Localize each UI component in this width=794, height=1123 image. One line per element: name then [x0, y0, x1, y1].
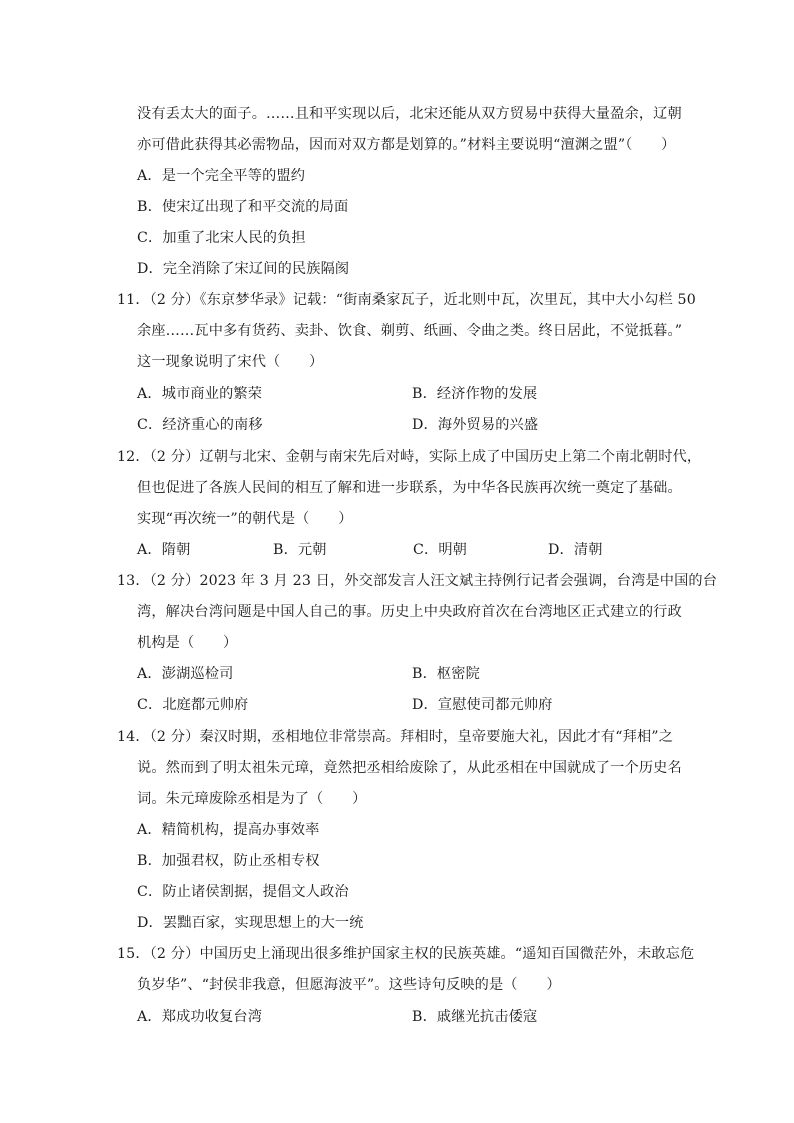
q13-stem-line: 湾，解决台湾问题是中国人自己的事。历史上中央政府首次在台湾地区正式建立的行政	[137, 604, 682, 620]
q13-option-d[interactable]: D．宣慰使司都元帅府	[412, 697, 553, 713]
q14-stem-line: 14．（2 分）秦汉时期，丞相地位非常崇高。拜相时，皇帝要施大礼，因此才有“拜相”之	[117, 729, 674, 745]
q14-option-c[interactable]: C．防止诸侯割据，提倡文人政治	[137, 884, 349, 900]
q13-stem-line: 13．（2 分）2023 年 3 月 23 日，外交部发言人汪文斌主持例行记者会强调，台湾是中国的台	[117, 573, 718, 589]
q15-option-b[interactable]: B．戚继光抗击倭寇	[412, 1009, 538, 1025]
q10-option-c[interactable]: C．加重了北宋人民的负担	[137, 230, 306, 246]
q13-stem-line: 机构是（ ）	[137, 635, 238, 651]
q10-option-b[interactable]: B．使宋辽出现了和平交流的局面	[137, 199, 349, 215]
q12-option-d[interactable]: D．清朝	[548, 542, 603, 558]
q12-option-a[interactable]: A．隋朝	[137, 542, 191, 558]
q13-option-a[interactable]: A．澎湖巡检司	[137, 666, 234, 682]
q14-stem-line: 词。朱元璋废除丞相是为了（ ）	[137, 791, 367, 807]
q15-stem-line: 负岁华”、“封侯非我意，但愿海波平”。这些诗句反映的是（ ）	[137, 977, 561, 993]
q12-stem-line: 但也促进了各族人民间的相互了解和进一步联系，为中华各民族再次统一奠定了基础。	[137, 480, 682, 496]
q11-stem-line: 余座……瓦中多有货药、卖卦、饮食、剃剪、纸画、令曲之类。终日居此，不觉抵暮。”	[137, 323, 683, 339]
q11-stem-line: 11．（2 分）《东京梦华录》记载：“街南桑家瓦子，近北则中瓦，次里瓦，其中大小勾栏 50	[117, 292, 696, 308]
q11-option-b[interactable]: B．经济作物的发展	[412, 386, 538, 402]
q12-stem-line: 实现“再次统一”的朝代是（ ）	[137, 511, 353, 527]
q14-stem-line: 说。然而到了明太祖朱元璋，竟然把丞相给废除了，从此丞相在中国就成了一个历史名	[137, 760, 682, 776]
q12-option-b[interactable]: B．元朝	[273, 542, 327, 558]
q14-option-b[interactable]: B．加强君权，防止丞相专权	[137, 853, 320, 869]
q15-stem-line: 15．（2 分）中国历史上涌现出很多维护国家主权的民族英雄。“遥知百国微茫外，未敢忘危	[117, 946, 695, 962]
q10-option-a[interactable]: A．是一个完全平等的盟约	[137, 168, 306, 184]
q11-stem-line: 这一现象说明了宋代（ ）	[137, 354, 324, 370]
q13-option-c[interactable]: C．北庭都元帅府	[137, 697, 249, 713]
q10-text-line: 亦可借此获得其必需物品，因而对双方都是划算的。”材料主要说明“澶渊之盟”（ ）	[137, 137, 676, 153]
q11-option-d[interactable]: D．海外贸易的兴盛	[412, 417, 539, 433]
q12-option-c[interactable]: C．明朝	[413, 542, 468, 558]
q10-text-line: 没有丢太大的面子。……且和平实现以后，北宋还能从双方贸易中获得大量盈余，辽朝	[137, 106, 682, 122]
q10-option-d[interactable]: D．完全消除了宋辽间的民族隔阂	[137, 261, 350, 277]
q15-option-a[interactable]: A．郑成功收复台湾	[137, 1009, 263, 1025]
q14-option-d[interactable]: D．罢黜百家，实现思想上的大一统	[137, 915, 364, 931]
q11-option-c[interactable]: C．经济重心的南移	[137, 417, 263, 433]
q11-option-a[interactable]: A．城市商业的繁荣	[137, 386, 263, 402]
q12-stem-line: 12．（2 分）辽朝与北宋、金朝与南宋先后对峙，实际上成了中国历史上第二个南北朝时代，	[117, 449, 702, 465]
q13-option-b[interactable]: B．枢密院	[412, 666, 480, 682]
q14-option-a[interactable]: A．精简机构，提高办事效率	[137, 822, 320, 838]
